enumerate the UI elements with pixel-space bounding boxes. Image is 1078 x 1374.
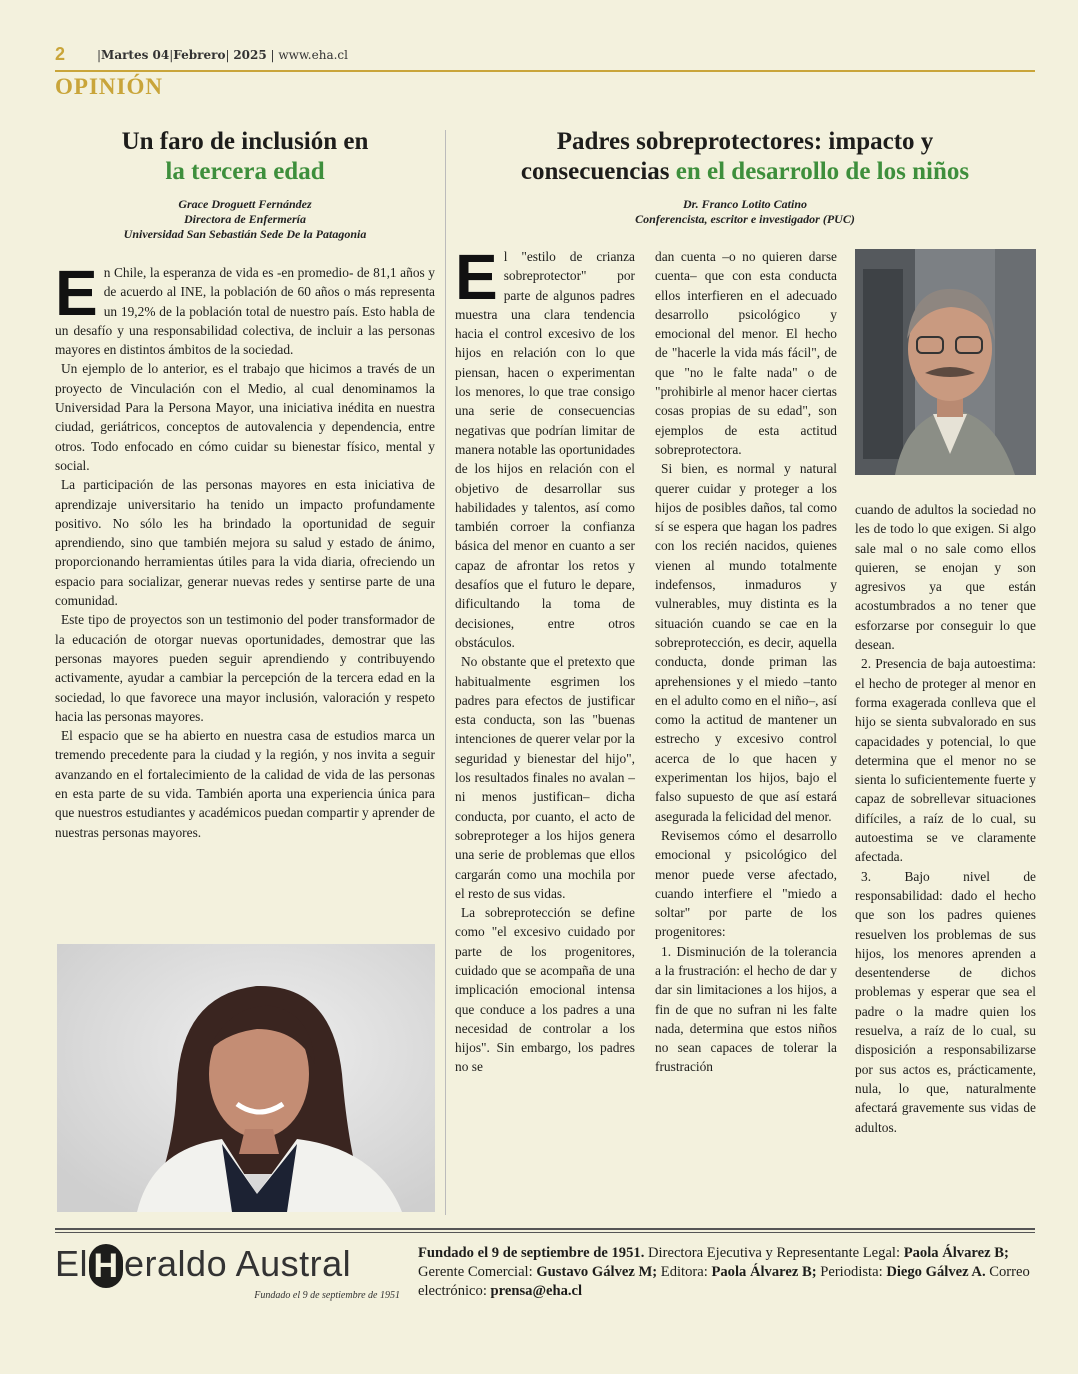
paragraph: l "estilo de crianza sobreprotector" por parte de algunos padres muestra una clara tendencia hacia el control excesivo de los hijos en relación con lo que piensan, hacen o experimentan los menores, lo que trae consigo una serie de consecuencias negativas que podrían limitar de manera notable las oportunidades de los hijos en relación con el objetivo de desarrollar sus habilidades y talentos, así como también corroer la confianza básica del menor en cuanto a ser capaz de afrontar los retos y desafíos que el futuro le depare, dificultando la toma de decisiones, entre otros obstáculos. [455,249,635,650]
author-photo-1 [57,944,435,1212]
paragraph: cuando de adultos la sociedad no les de todo lo que exigen. Si algo sale mal o no sale como ellos quieren, se enojan y son agresivos ya que están acostumbrados a no tener que esforzarse por conseguir lo que desean. [855,502,1036,653]
paragraph: El espacio que se ha abierto en nuestra casa de estudios marca un tremendo precedente para la ciudad y la región, y nos invita a seguir avanzando en el fortalecimiento de la calidad de vida de las personas en esta parte de su vida. También aporta una experiencia única para que nuestros estudiantes y académicos puedan compartir y aprender de nuestras personas mayores. [55,728,435,840]
paragraph: dan cuenta –o no quieren darse cuenta– que con esta conducta ellos interfieren en el adecuado desarrollo psicológico y emocional del menor. El hecho de "hacerle la vida más fácil", de que "no le falte nada" o de "prohibirle al menor hacer ciertas cosas propias de su edad", son ejemplos de esta actitud sobreprotectora. [655,249,837,457]
article1-author-org: Universidad San Sebastián Sede De la Patagonia [123,227,367,241]
footer-rule [55,1232,1035,1233]
article1-body [55,257,435,842]
paragraph: 3. Bajo nivel de responsabilidad: dado el hecho que son los padres quienes resuelven los problemas de sus hijos, los menores aprenden a desentenderse de dichos problemas y esperar que sea el padre o la madre quien los resuelva, a raíz de lo cual, su disposición a responsabilizarse por sus actos es, prácticamente, nula, lo que, naturalmente afectará gravemente sus vidas de adultos. [855,868,1036,1135]
column-divider [445,130,446,1215]
article2-author-role: Conferencista, escritor e investigador (PUC) [635,212,855,226]
paragraph: La participación de las personas mayores en esta iniciativa de aprendizaje universitario ha tenido un impacto profundamente positivo. No sólo les ha brindado la oportunidad de seguir aprendiendo, sino que también mejora su salud y estado de ánimo, proporcionando herramientas útiles para la vida diaria, ofreciendo un espacio para socializar, generar nuevas redes y sentirse parte de una comunidad. [55,477,435,609]
paragraph: Revisemos cómo el desarrollo emocional y psicológico del menor puede verse afectado, cuando interfiere el "miedo a soltar" por parte de los progenitores: [655,827,837,940]
article2-author: Dr. Franco Lotito Catino [682,197,808,211]
masthead-credits: Fundado el 9 de septiembre de 1951. Directora Ejecutiva y Representante Legal: Paola Álvarez B; Gerente Comercial: Gustavo Gálvez M; Editora: Paola Álvarez B; Periodista: Diego Gálvez A. Correo electrónico: prensa@eha.cl [418,1245,1030,1299]
page-number: 2 [55,44,66,64]
newspaper-logo: El H eraldo Austral Fundado el 9 de septiembre de 1951 [55,1243,400,1301]
article1-byline [55,197,435,242]
issue-date: |Martes 04|Febrero| 2025 | www.eha.cl [97,48,348,62]
drop-cap: E [455,241,498,313]
paragraph: Un ejemplo de lo anterior, es el trabajo que hicimos a través de un proyecto de Vinculación con el Medio, al cual denominamos la Universidad Para la Persona Mayor, una iniciativa inédita en nuestra ciudad, geriátricos, conceptos de autovalencia y dependencia, entre otros. Todo enfocado en cómo cuidar su bienestar físico, mental y social. [55,361,435,473]
drop-cap: E [55,257,98,329]
paragraph: Este tipo de proyectos son un testimonio del poder transformador de la educación de otorgar nuevas oportunidades, demostrar que las personas mayores pueden seguir aprendiendo y contribuyendo activamente, ayudar a cambiar la percepción de la tercera edad en la sociedad, lo que favorece una mayor inclusión, valoración y respeto hacia las personas mayores. [55,612,435,724]
footer-rule [55,1228,1035,1230]
article2-column-1 [455,241,635,1077]
article2-column-3 [855,500,1036,1137]
page-header [55,42,1035,72]
article2-byline [455,197,1035,227]
article1-title: Un faro de inclusión en la tercera edad [121,128,369,185]
paragraph: La sobreprotección se define como "el excesivo cuidado por parte de los progenitores, cuidado que se acompaña de una implicación emocional intensa que conduce a los padres a una necesidad de controlar a los hijos". Sin embargo, los padres no se [455,905,635,1075]
portrait-man-image [855,249,1036,475]
logo-founded: Fundado el 9 de septiembre de 1951 [254,1290,400,1301]
paragraph: Si bien, es normal y natural querer cuidar y proteger a los hijos de posibles daños, tal como sí se espera que hagan los padres con los recién nacidos, quienes vienen al mundo totalmente indefensos, inmaduros y vulnerables, muy distinta es la situación cuando se cae en la sobreprotección, es decir, aquella conducta, donde priman las aprehensiones y el miedo –tanto en el adulto como en el niño–, así como la actitud de mantener un estrecho y excesivo control acerca de lo que hacen y experimentan los hijos, bajo el falso supuesto de que así estará asegurada la felicidad del menor. [655,461,837,824]
email-link[interactable]: prensa@eha.cl [490,1283,583,1299]
paragraph: n Chile, la esperanza de vida es -en promedio- de 81,1 años y de acuerdo al INE, la población de 60 años o más representa un 19,2% de la población total de nuestro país. Esto habla de un desafío y una responsabilidad colectiva, de incluir a las personas mayores en distintos ámbitos de la sociedad. [55,265,435,358]
article1-author-role: Directora de Enfermería [184,212,306,226]
paragraph: No obstante que el pretexto que habitualmente esgrimen los padres para efectos de justificar esta conducta, son las "buenas intenciones de querer velar por la seguridad y bienestar del hijo", los resultados finales no avalan –ni menos justifican– dicha conducta, por cuanto, el acto de sobreproteger a los hijos genera una serie de problemas que ellos cargarán como una mochila por el resto de sus vidas. [455,654,635,901]
article2-column-2 [655,247,837,1077]
author-photo-2 [855,249,1036,475]
article2-title: Padres sobreprotectores: impacto y consecuencias en el desarrollo de los niños [520,128,970,185]
paragraph: 1. Disminución de la tolerancia a la frustración: el hecho de dar y dar sin limitaciones a los hijos, a fin de que no sufran ni les falte nada, determina que estos niños no sean capaces de tolerar la frustración [655,943,837,1075]
portrait-woman-image [57,944,435,1212]
section-title: OPINIÓN [55,74,163,99]
website-link[interactable]: www.eha.cl [278,48,348,62]
article1-author: Grace Droguett Fernández [178,197,312,211]
paragraph: 2. Presencia de baja autoestima: el hecho de proteger al menor en forma exagerada conlleva que el hijo se sienta subvalorado en sus capacidades y potencial, lo que determina que el menor no se sienta lo suficientemente fuerte y capaz de sobrellevar situaciones difíciles, a raíz de lo cual, su autoestima se ve claramente afectada. [855,656,1036,865]
